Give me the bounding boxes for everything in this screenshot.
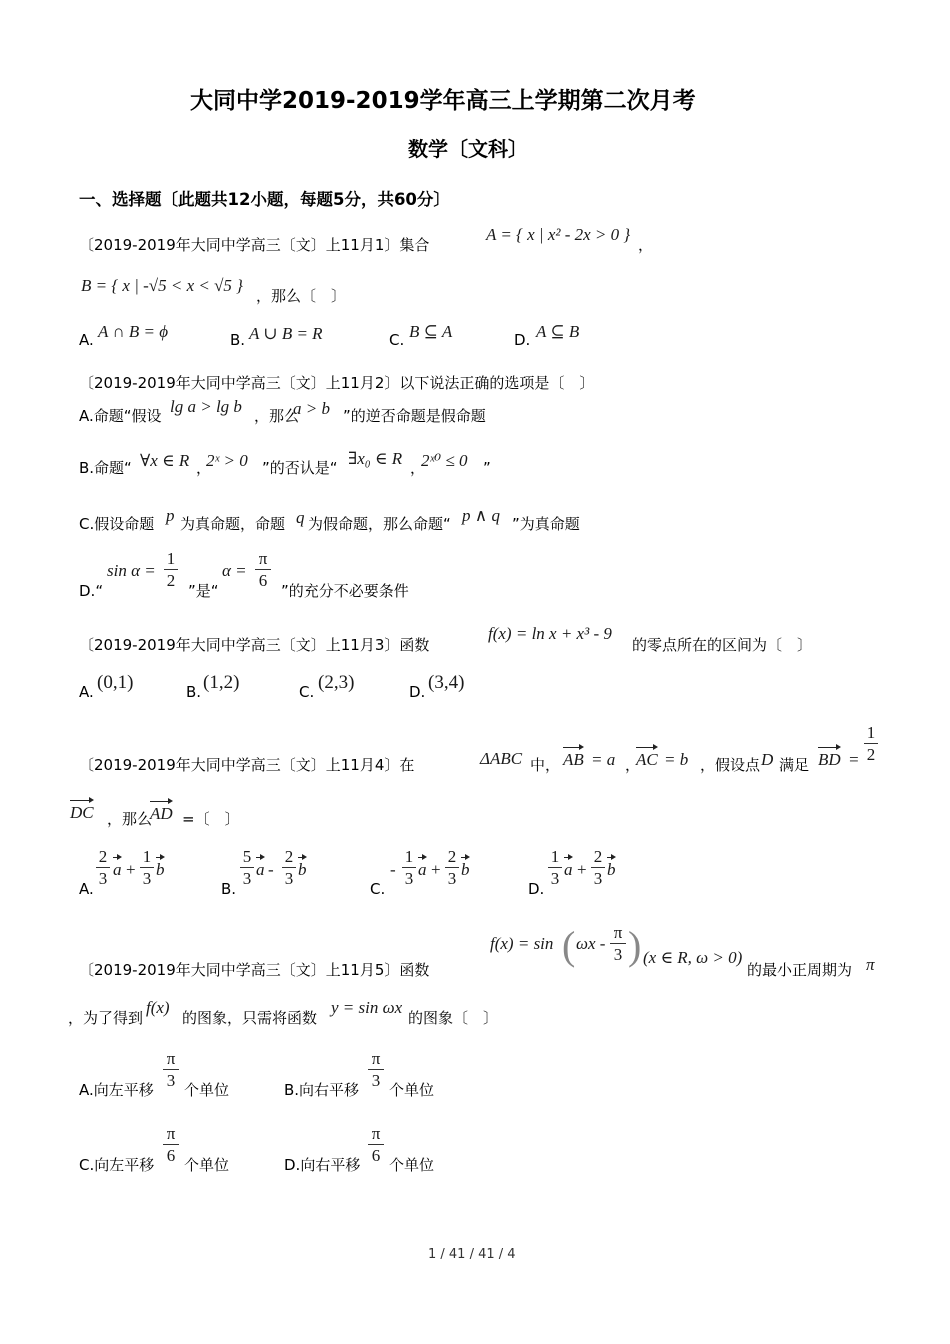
q1-intro: 〔2019-2019年大同中学高三〔文〕上11月1〕集合 bbox=[79, 236, 430, 254]
q3-option-c: (2,3) bbox=[318, 672, 355, 693]
q1-set-b: B = { x | -√5 < x < √5 } bbox=[81, 276, 243, 295]
section-heading: 一、选择题〔此题共12小题，每题5分，共60分〕 bbox=[79, 190, 450, 209]
q5-option-d-fraction: π 6 bbox=[368, 1124, 384, 1165]
q5-option-c-fraction: π 6 bbox=[163, 1124, 179, 1165]
q4-intro: 〔2019-2019年大同中学高三〔文〕上11月4〕在 bbox=[79, 756, 415, 774]
q4-option-c-coef2: 2 3 bbox=[445, 847, 459, 888]
q2-fraction-half: 1 2 bbox=[164, 549, 178, 590]
q1-option-d: A ⊆ B bbox=[536, 322, 580, 341]
page-title: 大同中学2019-2019学年高三上学期第二次月考 bbox=[190, 88, 696, 114]
q4-option-c-coef1: 1 3 bbox=[402, 847, 416, 888]
q4-fraction-half: 1 2 bbox=[864, 723, 878, 764]
q3-option-a: (0,1) bbox=[97, 672, 134, 693]
q4-option-b-coef1: 5 3 bbox=[240, 847, 254, 888]
q5-intro: 〔2019-2019年大同中学高三〔文〕上11月5〕函数 bbox=[79, 961, 430, 979]
q4-option-b-coef2: 2 3 bbox=[282, 847, 296, 888]
q4-option-a-coef1: 2 3 bbox=[96, 847, 110, 888]
q4-option-d-coef1: 1 3 bbox=[548, 847, 562, 888]
q1-set-a: A = { x | x² - 2x > 0 } bbox=[486, 225, 631, 244]
q4-option-a-coef2: 1 3 bbox=[140, 847, 154, 888]
q3-function: f(x) = ln x + x³ - 9 bbox=[488, 624, 612, 643]
page-subtitle: 数学〔文科〕 bbox=[408, 137, 528, 161]
q5-option-b-fraction: π 3 bbox=[368, 1049, 384, 1090]
q5-option-a-fraction: π 3 bbox=[163, 1049, 179, 1090]
q5-fraction-pi-3: π 3 bbox=[610, 923, 626, 964]
q1-option-c: B ⊆ A bbox=[409, 322, 453, 341]
page-footer: 1 / 41 / 41 / 4 bbox=[428, 1247, 516, 1262]
q4-option-d-coef2: 2 3 bbox=[591, 847, 605, 888]
q1-option-a: A ∩ B = ϕ bbox=[98, 322, 169, 341]
q2-fraction-pi-6: π 6 bbox=[255, 549, 271, 590]
q3-intro: 〔2019-2019年大同中学高三〔文〕上11月3〕函数 bbox=[79, 636, 430, 654]
q3-option-d: (3,4) bbox=[428, 672, 465, 693]
q3-option-b: (1,2) bbox=[203, 672, 240, 693]
q1-option-b: A ∪ B = R bbox=[249, 324, 323, 343]
q2-intro: 〔2019-2019年大同中学高三〔文〕上11月2〕以下说法正确的选项是〔 〕 bbox=[79, 374, 595, 392]
